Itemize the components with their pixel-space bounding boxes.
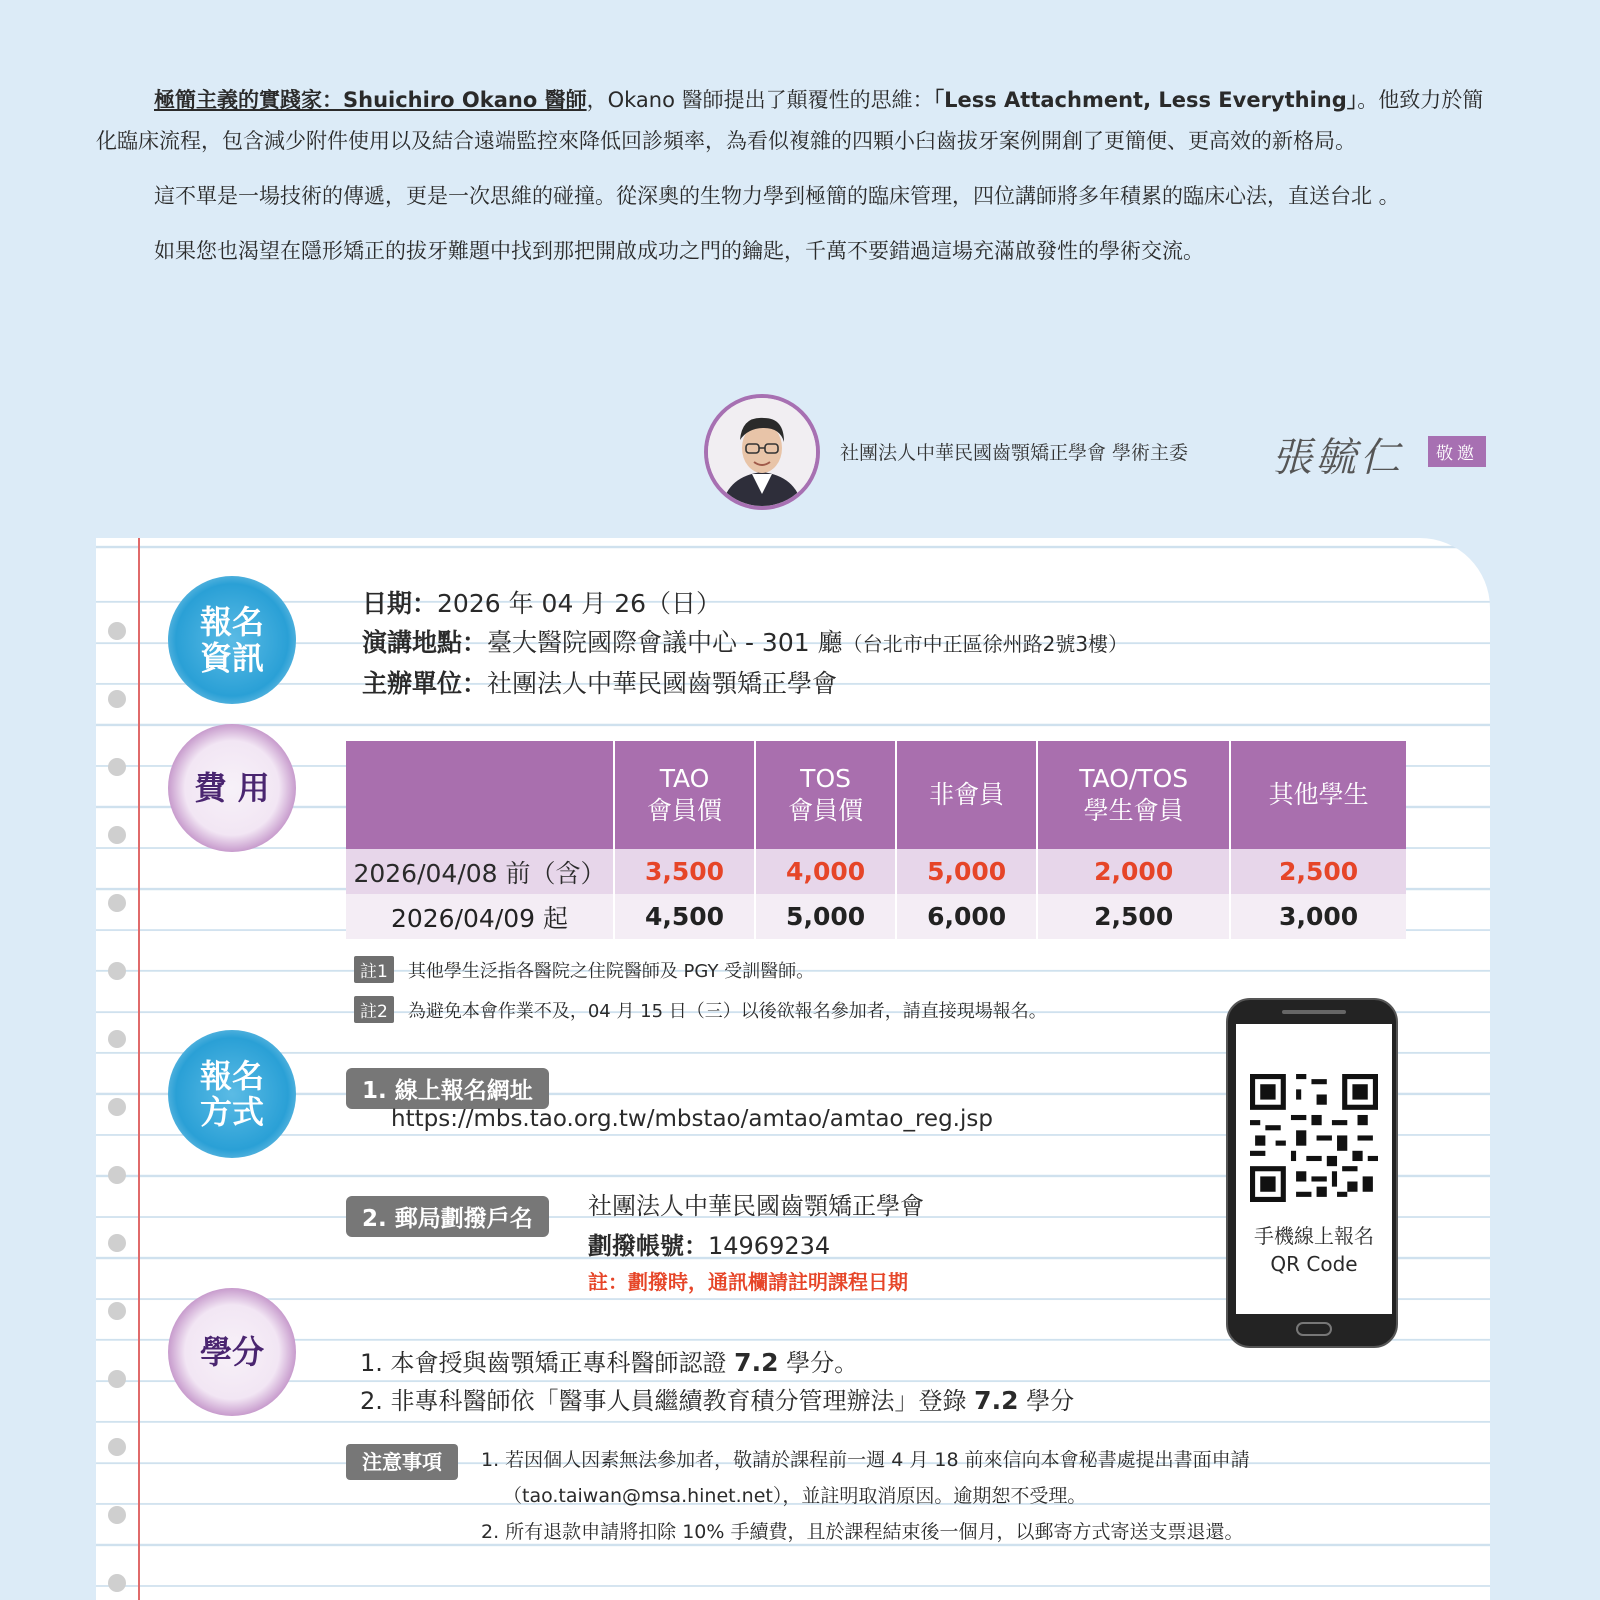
binder-hole xyxy=(108,894,126,912)
phone-home-button xyxy=(1296,1322,1332,1336)
fee-cell: 5,000 xyxy=(755,894,896,939)
binder-hole xyxy=(108,1234,126,1252)
fee-period-label: 2026/04/08 前（含） xyxy=(346,849,614,894)
fee-note-2: 註2 為避免本會作業不及，04 月 15 日（三）以後欲報名參加者，請直接現場報名。 xyxy=(354,996,1047,1023)
caution-line: 2. 所有退款申請將扣除 10% 手續費，且於課程結束後一個月，以郵寄方式寄送支票退還。 xyxy=(481,1521,1244,1543)
binder-hole xyxy=(108,1030,126,1048)
caution-tag: 注意事項 xyxy=(346,1444,458,1480)
binder-hole xyxy=(108,826,126,844)
event-venue: 演講地點：臺大醫院國際會議中心 - 301 廳（台北市中正區徐州路2號3樓） xyxy=(362,628,1129,657)
caution-line: （tao.taiwan@msa.hinet.net），並註明取消原因。逾期恕不受理。 xyxy=(503,1485,1087,1507)
fee-cell: 2,500 xyxy=(1037,894,1230,939)
binder-hole xyxy=(108,1370,126,1388)
event-host: 主辦單位：社團法人中華民國齒顎矯正學會 xyxy=(362,669,838,698)
person-photo xyxy=(708,398,816,506)
fee-cell: 5,000 xyxy=(896,849,1037,894)
binder-hole xyxy=(108,690,126,708)
fee-header-row xyxy=(346,741,1406,849)
fee-header: TOS 會員價 xyxy=(755,741,896,849)
fee-table xyxy=(346,741,1406,939)
intro-paragraph-2: 這不單是一場技術的傳遞，更是一次思維的碰撞。從深奧的生物力學到極簡的臨床管理，四位講師將多年積累的臨床心法，直送台北 。 xyxy=(154,184,1400,208)
registration-card xyxy=(96,538,1490,1600)
signer-title: 社團法人中華民國齒顎矯正學會 學術主委 xyxy=(840,442,1189,464)
binder-hole xyxy=(108,758,126,776)
intro-text xyxy=(96,80,1490,286)
badge-credits: 學分 xyxy=(168,1288,296,1416)
fee-header: 其他學生 xyxy=(1230,741,1406,849)
fee-cell: 2,000 xyxy=(1037,849,1230,894)
margin-line xyxy=(138,538,140,1600)
postal-account-label: 2. 郵局劃撥戶名 xyxy=(346,1196,549,1237)
binder-hole xyxy=(108,622,126,640)
table-row xyxy=(346,894,1406,939)
badge-registration-info: 報名 資訊 xyxy=(168,576,296,704)
phone-speaker xyxy=(1282,1010,1346,1014)
binder-hole xyxy=(108,1166,126,1184)
badge-fees: 費 用 xyxy=(168,724,296,852)
caution-line: 1. 若因個人因素無法參加者，敬請於課程前一週 4 月 18 前來信向本會秘書處提出書面申請 xyxy=(481,1449,1250,1471)
qr-code-icon[interactable] xyxy=(1250,1074,1378,1202)
signer-block xyxy=(700,394,1490,512)
postal-note: 註：劃撥時，通訊欄請註明課程日期 xyxy=(588,1270,908,1294)
signature: 張毓仁 xyxy=(1272,435,1404,481)
binder-hole xyxy=(108,1098,126,1116)
fee-cell: 3,000 xyxy=(1230,894,1406,939)
table-row xyxy=(346,849,1406,894)
binder-hole xyxy=(108,962,126,980)
avatar xyxy=(704,394,820,510)
fee-cell: 3,500 xyxy=(614,849,755,894)
binder-hole xyxy=(108,1574,126,1592)
credit-line-2: 2. 非專科醫師依「醫事人員繼續教育積分管理辦法」登錄 7.2 學分 xyxy=(360,1386,1075,1415)
speaker-highlight: 極簡主義的實踐家：Shuichiro Okano 醫師 xyxy=(154,88,587,112)
binder-hole xyxy=(108,1506,126,1524)
credit-info xyxy=(360,1344,1074,1420)
binder-hole xyxy=(108,1302,126,1320)
binder-hole xyxy=(108,1438,126,1456)
phone-screen xyxy=(1236,1024,1392,1314)
invite-badge: 敬邀 xyxy=(1428,436,1486,467)
fee-header: TAO/TOS 學生會員 xyxy=(1037,741,1230,849)
event-info xyxy=(362,584,1128,703)
fee-cell: 4,000 xyxy=(755,849,896,894)
credit-line-1: 1. 本會授與齒顎矯正專科醫師認證 7.2 學分。 xyxy=(360,1348,859,1377)
registration-url[interactable]: https://mbs.tao.org.tw/mbstao/amtao/amtao_reg.jsp xyxy=(391,1106,993,1132)
intro-paragraph-3: 如果您也渴望在隱形矯正的拔牙難題中找到那把開啟成功之門的鑰匙，千萬不要錯過這場充滿啟發性的學術交流。 xyxy=(154,239,1204,263)
fee-header: 非會員 xyxy=(896,741,1037,849)
fee-period-label: 2026/04/09 起 xyxy=(346,894,614,939)
quote: 「Less Attachment, Less Everything」 xyxy=(933,88,1358,112)
fee-cell: 4,500 xyxy=(614,894,755,939)
fee-cell: 2,500 xyxy=(1230,849,1406,894)
fee-header-blank xyxy=(346,741,614,849)
fee-note-1: 註1 其他學生泛指各醫院之住院醫師及 PGY 受訓醫師。 xyxy=(354,956,814,983)
qr-caption: 手機線上報名 QR Code xyxy=(1254,1224,1374,1276)
postal-account-name: 社團法人中華民國齒顎矯正學會 xyxy=(588,1192,924,1220)
phone-mockup xyxy=(1226,998,1398,1348)
event-date: 日期：2026 年 04 月 26（日） xyxy=(362,589,722,618)
fee-cell: 6,000 xyxy=(896,894,1037,939)
online-registration-label: 1. 線上報名網址 xyxy=(346,1068,549,1109)
postal-account-number: 劃撥帳號：14969234 xyxy=(588,1232,831,1260)
badge-registration-method: 報名 方式 xyxy=(168,1030,296,1158)
fee-header: TAO 會員價 xyxy=(614,741,755,849)
intro-paragraph-1: 極簡主義的實踐家：Shuichiro Okano 醫師，Okano 醫師提出了顛覆性的思維：「Less Attachment, Less Everything」。他致力於簡化臨床流程，包含減少附件使用以及結合遠端監控來降低回診頻率，為看似複雜的四顆小臼齒拔牙案例開創了更簡便、更高效的新格局。 xyxy=(96,88,1484,153)
cautions xyxy=(346,1442,1406,1550)
